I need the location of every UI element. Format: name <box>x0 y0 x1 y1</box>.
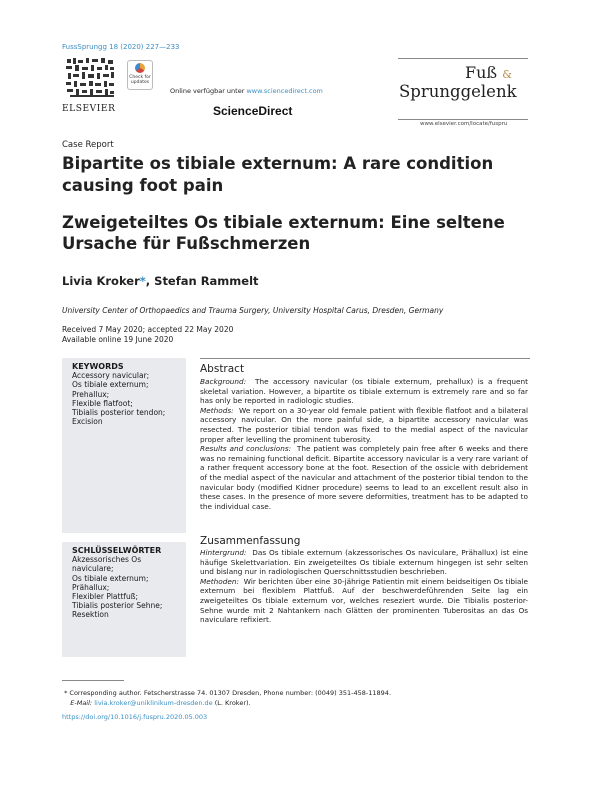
keyword-item: Os tibiale externum; <box>72 380 149 390</box>
journal-url[interactable]: www.elsevier.com/locate/fuspru <box>420 121 508 127</box>
check-for-updates-badge[interactable] <box>127 60 153 90</box>
email-suffix: (L. Kroker). <box>212 698 251 707</box>
background-text: The accessory navicular (os tibiale externum, prehallux) is a frequent skeletal variation. However, a bipartite os tibiale externum is extremely rare and so far has only be reported in radiologic studies. <box>200 377 529 406</box>
abstract-methods <box>200 406 528 444</box>
schluesselwoerter-box <box>62 542 186 657</box>
sciencedirect-brand: ScienceDirect <box>213 104 293 118</box>
author-name: Stefan Rammelt <box>154 274 259 288</box>
email-line <box>62 699 391 709</box>
author-name: Livia Kroker <box>62 274 140 288</box>
schluesselwoerter-heading: SCHLÜSSELWÖRTER <box>72 546 162 555</box>
availability-line <box>170 87 323 95</box>
abstract-results <box>200 444 528 511</box>
abstract-background <box>200 377 528 406</box>
article-title-en: Bipartite os tibiale externum: A rare condition causing foot pain <box>62 154 494 195</box>
methoden-label: Methoden: <box>200 576 239 586</box>
hintergrund-label: Hintergrund: <box>200 548 247 557</box>
badge-text: Check for updates <box>129 75 151 85</box>
corresponding-note <box>62 689 391 699</box>
zus-methoden <box>200 577 528 625</box>
abstract-heading: Abstract <box>200 363 245 375</box>
keyword-item: Prehallux; <box>72 389 110 399</box>
article-title-de: Zweigeteiltes Os tibiale externum: Eine seltene Ursache für Fußschmerzen <box>62 213 505 253</box>
zusammenfassung-body <box>200 548 528 625</box>
keyword-item: Tibialis posterior Sehne; <box>72 601 163 611</box>
article-dates <box>62 325 233 344</box>
journal-amp: & <box>502 68 512 81</box>
results-label: Results and conclusions: <box>200 444 292 454</box>
methods-label: Methods: <box>200 405 234 415</box>
keyword-item: Os tibiale externum; <box>72 573 149 583</box>
journal-citation[interactable]: FussSprungg 18 (2020) 227—233 <box>62 43 180 51</box>
footnote-star: * <box>64 689 68 697</box>
footnote <box>62 689 391 708</box>
keyword-item: Flexible flatfoot; <box>72 398 133 408</box>
author-list <box>62 274 259 288</box>
abstract-divider <box>200 358 530 359</box>
zusammenfassung-heading: Zusammenfassung <box>200 535 301 547</box>
keyword-item: Akzessorisches Os naviculare; <box>72 555 142 574</box>
keyword-item: Excision <box>72 417 103 427</box>
corresponding-text: Corresponding author. Fetscherstrasse 74. 01307 Dresden, Phone number: (0049) 351-458-11894. <box>69 689 392 697</box>
keyword-item: Tibialis posterior tendon; <box>72 408 166 418</box>
affiliation: University Center of Orthopaedics and Trauma Surgery, University Hospital Carus, Dresden, Germany <box>62 306 444 315</box>
keyword-item: Flexibler Plattfuß; <box>72 592 139 602</box>
elsevier-tree-logo-icon <box>64 56 116 100</box>
sciencedirect-link[interactable]: www.sciencedirect.com <box>246 87 323 95</box>
article-type: Case Report <box>62 140 114 150</box>
check-updates-icon <box>135 63 145 73</box>
received-accepted: Received 7 May 2020; accepted 22 May 2020 <box>62 325 234 334</box>
available-online: Available online 19 June 2020 <box>62 334 174 344</box>
keywords-heading: KEYWORDS <box>72 362 124 371</box>
keyword-item: Prähallux; <box>72 582 110 592</box>
abstract-body <box>200 377 528 511</box>
methoden-text: Wir berichten über eine 30-jährige Patientin mit einem beidseitigen Os tibiale externum bei flexiblem Plattfuß. Auf der beschwerdeführenden Seite lag ein zweigeteiltes Os tibiale externum vor, welches reseziert wurde. Die Tibialis posterior-Sehne wurde mit 2 Nahtankern nach Glätten der prominenten Tuberositas an das Os naviculare refixiert. <box>200 576 528 625</box>
footnote-divider <box>62 680 124 681</box>
journal-name-line2: Sprunggelenk <box>399 82 517 101</box>
email-link[interactable]: livia.kroker@uniklinikum-dresden.de <box>94 698 213 707</box>
corresponding-author-mark[interactable]: * <box>139 274 146 288</box>
availability-prefix: Online verfügbar unter <box>170 87 247 95</box>
hintergrund-text: Das Os tibiale externum (akzessorisches Os naviculare, Prähallux) ist eine häufige Skelettvariation. Ein zweigeteiltes Os tibiale externum hingegen ist sehr selten und bislang nur in radiologischen Querschnittsstudien beschrieben. <box>200 548 528 577</box>
zus-hintergrund <box>200 548 528 577</box>
author-separator: , <box>145 274 155 288</box>
journal-name-line1 <box>465 63 512 82</box>
journal-name-word: Fuß <box>465 63 498 82</box>
background-label: Background: <box>200 377 247 386</box>
keyword-item: Accessory navicular; <box>72 371 150 381</box>
results-text: The patient was completely pain free after 6 weeks and there was no remaining functional deficit. Bipartite accessory navicular is a very rare variant of a rather frequent accessory bone at the foot. Resection of the ossicle with debridement of the medial aspect of the navicular and attachment of the posterior tibial tendon to the navicular body (modified Kidner procedure) seems to lead to an excellent result also in these cases. In the presence of more severe deformities, treatment has to be adapted to the individual case. <box>200 444 528 511</box>
email-label: E-Mail: <box>70 698 93 707</box>
publisher-name: ELSEVIER <box>62 104 116 114</box>
keywords-box <box>62 358 186 533</box>
doi-link[interactable]: https://doi.org/10.1016/j.fuspru.2020.05.003 <box>62 713 208 721</box>
methods-text: We report on a 30-year old female patient with flexible flatfoot and a bilateral accessory navicular. On the more painful side, a bipartite accessory navicular was resected. The posterior tibial tendon was fixed to the medial aspect of the navicular proper after levelling the prominent tuberosity. <box>200 405 529 444</box>
keyword-item: Resektion <box>72 610 109 620</box>
